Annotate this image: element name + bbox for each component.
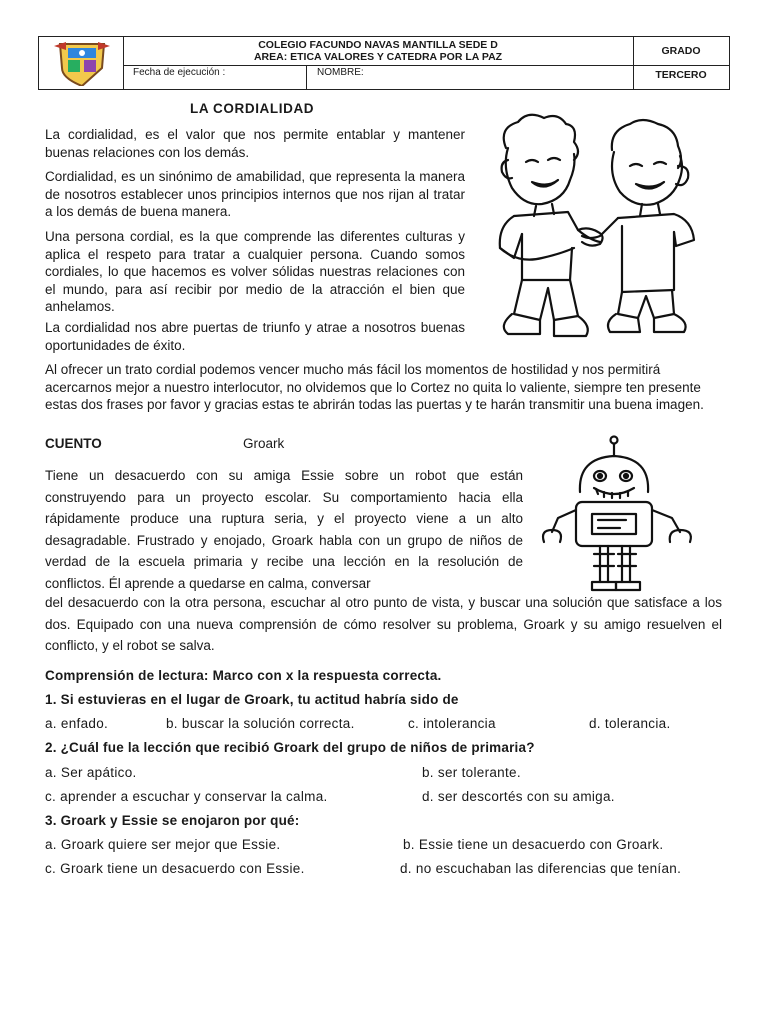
q3-option-c: c. Groark tiene un desacuerdo con Essie.	[45, 861, 305, 876]
question-1: 1. Si estuvieras en el lugar de Groark, tu actitud habría sido de	[45, 692, 459, 707]
q3-option-b: b. Essie tiene un desacuerdo con Groark.	[403, 837, 664, 852]
grade-value: TERCERO	[655, 69, 707, 81]
grade-divider	[633, 65, 729, 66]
header-table	[38, 36, 730, 90]
name-field	[306, 65, 634, 89]
name-label: NOMBRE:	[317, 67, 364, 78]
q1-option-c: c. intolerancia	[408, 716, 496, 731]
story-text-part2: del desacuerdo con la otra persona, escuchar al otro punto de vista, y buscar una solución que satisface a los dos. Equipado con una nueva comprensión de cómo resolver su problema, Groark y su amigo resuelven el conflicto, y el robot se salva.	[45, 595, 722, 653]
q2-option-c: c. aprender a escuchar y conservar la calma.	[45, 789, 328, 804]
subject-area: AREA: ETICA VALORES Y CATEDRA POR LA PAZ	[253, 51, 503, 63]
paragraph-2: Cordialidad, es un sinónimo de amabilidad, que representa la manera de nosotros establecer unos principios internos que nos rijan al tratar a los demás de buena manera.	[45, 169, 465, 219]
q2-option-a: a. Ser apático.	[45, 765, 137, 780]
header-title-cell	[123, 37, 633, 66]
kids-handshake-illustration	[478, 108, 716, 344]
grade-label: GRADO	[661, 45, 701, 57]
header-info	[123, 37, 634, 89]
question-3: 3. Groark y Essie se enojaron por qué:	[45, 813, 300, 828]
quiz-instructions: Comprensión de lectura: Marco con x la respuesta correcta.	[45, 668, 442, 683]
q3-option-d: d. no escuchaban las diferencias que tenían.	[400, 861, 682, 876]
grade-cell	[633, 37, 729, 89]
paragraph-4: La cordialidad nos abre puertas de triunfo y atrae a nosotros buenas oportunidades de éxito.	[45, 320, 465, 353]
paragraph-1: La cordialidad, es el valor que nos permite entablar y mantener buenas relaciones con los demás.	[45, 127, 465, 160]
story-title: Groark	[243, 436, 285, 451]
school-name: COLEGIO FACUNDO NAVAS MANTILLA SEDE D	[258, 39, 498, 51]
page-title: LA CORDIALIDAD	[190, 101, 315, 116]
question-2: 2. ¿Cuál fue la lección que recibió Groark del grupo de niños de primaria?	[45, 740, 535, 755]
story-text-part1: Tiene un desacuerdo con su amiga Essie sobre un robot que están construyendo para un proyecto escolar. Su comportamiento hacia ella rápidamente produce una ruptura seria, y el proyecto viene a un alto desagradable. Frustrado y enojado, Groark habla con un grupo de niños de verdad de la escuela primaria y recibe una lección en la resolución de conflictos. Él aprende a quedarse en calma, conversar	[45, 468, 523, 591]
paragraph-5: Al ofrecer un trato cordial podemos vencer mucho más fácil los momentos de hostilidad y nos permitirá acercarnos mejor a nuestro interlocutor, no olvidemos que lo Cortez no quita lo valiente, siempre ten presente estas dos frases por favor y gracias estas te abrirán todas las puertas y te harán transmitir una buena imagen.	[45, 362, 704, 412]
q1-option-d: d. tolerancia.	[589, 716, 671, 731]
story-label: CUENTO	[45, 436, 102, 451]
q1-option-a: a. enfado.	[45, 716, 109, 731]
paragraph-3: Una persona cordial, es la que comprende las diferentes culturas y aplica el respeto para tratar a cualquier persona. Cuando somos cordiales, lo que hacemos es volver sólidas nuestras relaciones con el mundo, para así recibir por medio de la atracción el bien que anhelamos.	[45, 229, 465, 314]
q3-option-a: a. Groark quiere ser mejor que Essie.	[45, 837, 281, 852]
robot-illustration	[530, 434, 726, 596]
q2-option-b: b. ser tolerante.	[422, 765, 521, 780]
school-crest-logo	[52, 38, 112, 86]
q2-option-d: d. ser descortés con su amiga.	[422, 789, 615, 804]
q1-option-b: b. buscar la solución correcta.	[166, 716, 355, 731]
date-label: Fecha de ejecución :	[133, 67, 226, 78]
